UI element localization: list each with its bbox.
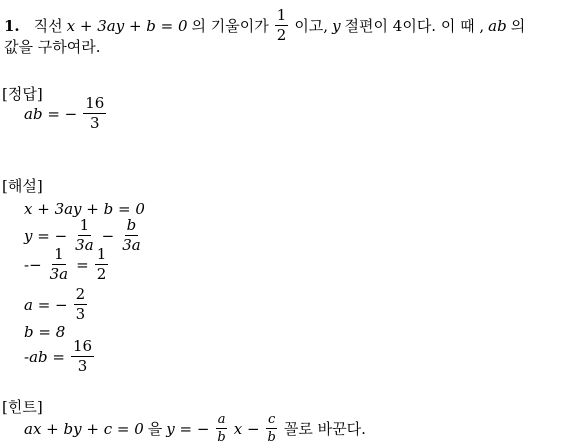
solution-line-6-prefix: -ab = xyxy=(24,347,65,366)
answer-header: [정답] xyxy=(2,85,43,103)
problem-text: 절편이 4이다. 이 때 , xyxy=(344,17,485,35)
solution-line-3-fraction-2 xyxy=(95,247,109,282)
slope-numerator: 1 xyxy=(276,6,287,24)
denominator: 3 xyxy=(77,357,88,375)
solution-line-3 xyxy=(24,247,110,282)
answer-line xyxy=(24,96,108,131)
slope-fraction xyxy=(275,8,289,43)
solution-line-2-prefix: y = − xyxy=(24,226,68,245)
hint-text: 을 xyxy=(147,420,163,438)
solution-line-6-fraction xyxy=(71,339,94,374)
numerator: b xyxy=(126,216,137,234)
problem-equation: x + 3ay + b = 0 xyxy=(66,16,188,35)
hint-line xyxy=(24,413,366,444)
problem-text: 이고, xyxy=(294,17,329,35)
denominator: b xyxy=(267,430,276,445)
slope-denominator: 2 xyxy=(276,26,287,44)
solution-line-6 xyxy=(24,339,96,374)
numerator: 16 xyxy=(72,337,93,355)
numerator: a xyxy=(217,412,226,427)
hint-header: [힌트] xyxy=(2,398,43,416)
hint-fraction-2 xyxy=(266,413,278,444)
denominator: 3 xyxy=(75,305,86,323)
ab-variable: ab xyxy=(488,16,507,35)
hint-text: 꼴로 바꾼다. xyxy=(283,420,366,438)
solution-line-1: x + 3ay + b = 0 xyxy=(24,200,145,218)
solution-line-3-fraction-1 xyxy=(48,247,71,282)
hint-y-equation: y = − xyxy=(166,419,210,438)
solution-line-2-fraction-2 xyxy=(120,218,143,253)
numerator: 2 xyxy=(75,285,86,303)
minus-sign: − xyxy=(101,226,115,245)
problem-text: 직선 xyxy=(33,17,63,35)
numerator: 1 xyxy=(79,216,90,234)
hint-x-minus: x − xyxy=(233,419,260,438)
denominator: b xyxy=(217,430,226,445)
numerator: 1 xyxy=(54,245,64,263)
problem-text: 의 기울이가 xyxy=(191,17,269,35)
solution-line-3-prefix: -− xyxy=(24,255,42,274)
equals-sign: = xyxy=(76,255,89,274)
solution-line-4-prefix: a = − xyxy=(24,295,68,314)
hint-fraction-1 xyxy=(215,413,227,444)
denominator: 3a xyxy=(122,236,141,254)
numerator: 1 xyxy=(96,245,107,263)
problem-text: 의 xyxy=(510,17,526,35)
denominator: 3a xyxy=(75,236,94,254)
solution-line-5: b = 8 xyxy=(24,323,66,341)
answer-denominator: 3 xyxy=(89,114,100,132)
problem-line-2: 값을 구하여라. xyxy=(4,38,101,56)
solution-line-4-fraction xyxy=(74,287,88,322)
answer-fraction xyxy=(83,96,106,131)
solution-line-4 xyxy=(24,287,89,322)
hint-equation: ax + by + c = 0 xyxy=(24,419,144,438)
answer-lhs: ab = − xyxy=(24,104,78,123)
problem-number: 1. xyxy=(4,16,20,35)
numerator: c xyxy=(268,412,276,427)
denominator: 2 xyxy=(96,265,107,283)
solution-header: [해설] xyxy=(2,177,43,195)
answer-numerator: 16 xyxy=(85,94,105,112)
denominator: 3a xyxy=(49,265,69,283)
y-variable: y xyxy=(332,16,341,35)
